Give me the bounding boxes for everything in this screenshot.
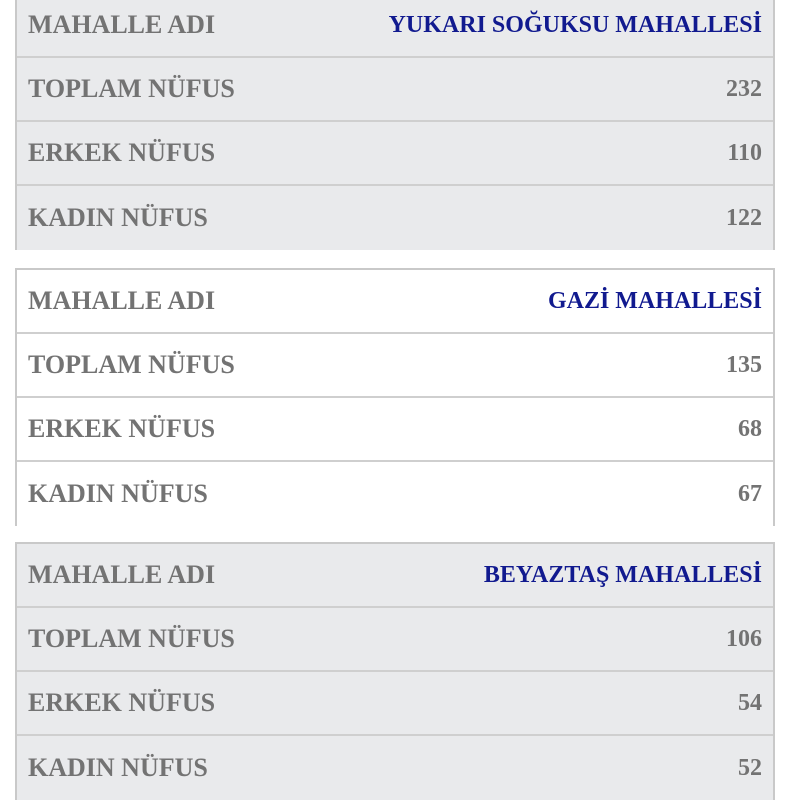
row-value: 52 [738,754,762,781]
table-row-toplam-nufus [17,58,773,122]
row-value: 135 [726,351,762,378]
table-row-erkek-nufus [17,672,773,736]
row-value: 232 [726,75,762,102]
row-label: MAHALLE ADI [28,560,216,589]
table-row-kadin-nufus [17,186,773,250]
row-label: KADIN NÜFUS [28,753,208,782]
neighborhood-table-beyaztas [15,542,775,800]
row-label: MAHALLE ADI [28,286,216,315]
row-value: 68 [738,415,762,442]
row-label: MAHALLE ADI [28,10,216,39]
neighborhood-table-yukari-soguksu [15,0,775,250]
table-row-mahalle-adi [17,270,773,334]
row-value: 106 [726,625,762,652]
row-value: 54 [738,689,762,716]
table-row-mahalle-adi [17,0,773,58]
table-row-toplam-nufus [17,608,773,672]
row-label: TOPLAM NÜFUS [28,74,235,103]
row-label: KADIN NÜFUS [28,479,208,508]
row-value: 122 [726,204,762,231]
neighborhood-name: BEYAZTAŞ MAHALLESİ [483,561,762,588]
neighborhood-table-gazi [15,268,775,526]
table-row-kadin-nufus [17,462,773,526]
row-label: ERKEK NÜFUS [28,414,216,443]
table-row-erkek-nufus [17,398,773,462]
table-row-kadin-nufus [17,736,773,800]
row-label: ERKEK NÜFUS [28,688,216,717]
neighborhood-name: GAZİ MAHALLESİ [547,287,762,314]
row-label: TOPLAM NÜFUS [28,624,235,653]
row-label: ERKEK NÜFUS [28,138,216,167]
row-label: TOPLAM NÜFUS [28,350,235,379]
row-value: 110 [727,139,762,166]
table-row-erkek-nufus [17,122,773,186]
table-row-mahalle-adi [17,544,773,608]
neighborhood-name: YUKARI SOĞUKSU MAHALLESİ [388,11,762,38]
table-row-toplam-nufus [17,334,773,398]
row-value: 67 [738,480,762,507]
row-label: KADIN NÜFUS [28,203,208,232]
